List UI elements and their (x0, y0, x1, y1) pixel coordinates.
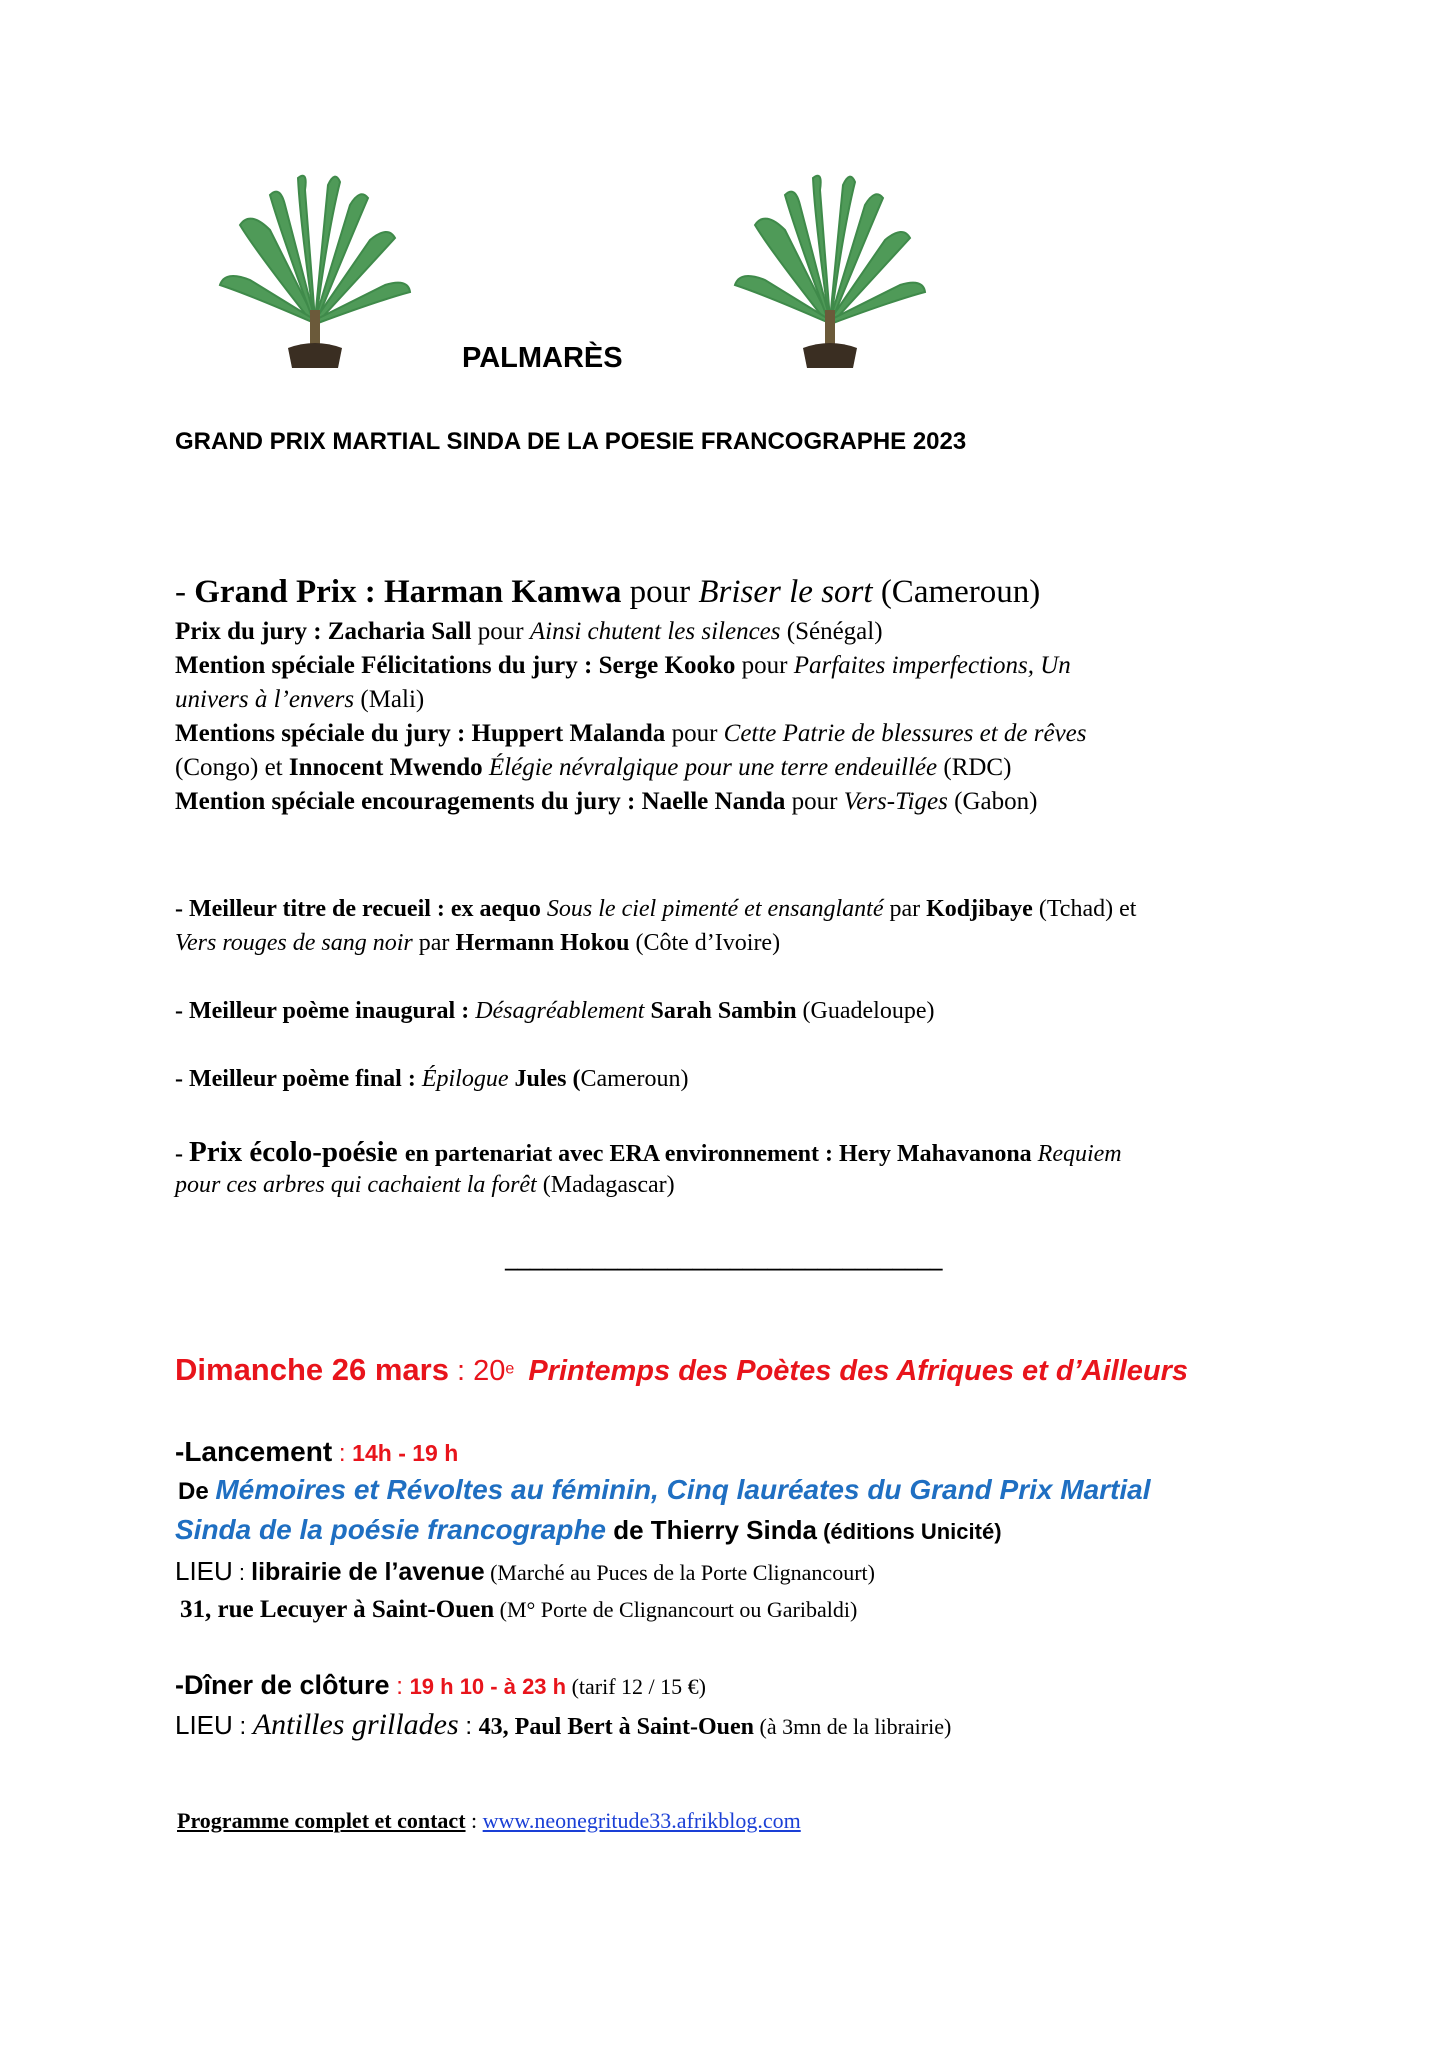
page-subtitle: GRAND PRIX MARTIAL SINDA DE LA POESIE FRANCOGRAPHE 2023 (175, 428, 967, 455)
best-title-line-2: Vers rouges de sang noir par Hermann Hokou (Côte d’Ivoire) (175, 930, 781, 956)
book-line: De Mémoires et Révoltes au féminin, Cinq lauréates du Grand Prix Martial (178, 1474, 1151, 1505)
page-title: PALMARÈS (462, 342, 623, 374)
book-line-2: Sinda de la poésie francographe de Thierry Sinda (éditions Unicité) (175, 1514, 1002, 1545)
best-final-line: - Meilleur poème final : Épilogue Jules (Cameroun) (175, 1066, 689, 1092)
encouragements-line: Mention spéciale encouragements du jury : Naelle Nanda pour Vers-Tiges (Gabon) (175, 788, 1038, 815)
dinner-venue-line: LIEU : Antilles grillades : 43, Paul Bert à Saint-Ouen (à 3mn de la librairie) (175, 1708, 952, 1741)
venue-line: LIEU : librairie de l’avenue (Marché au Puces de la Porte Clignancourt) (175, 1556, 875, 1586)
program-line: Programme complet et contact : www.neonegritude33.afrikblog.com (177, 1808, 801, 1833)
launch-line: -Lancement : 14h - 19 h (175, 1436, 459, 1467)
mentions-line: Mentions spéciale du jury : Huppert Malanda pour Cette Patrie de blessures et de rêves (175, 720, 1087, 747)
felicitations-line-2: univers à l’envers (Mali) (175, 686, 425, 713)
eco-prize-line-2: pour ces arbres qui cachaient la forêt (Madagascar) (175, 1172, 675, 1198)
palm-tree-icon (210, 170, 420, 370)
best-inaugural-line: - Meilleur poème inaugural : Désagréablement Sarah Sambin (Guadeloupe) (175, 998, 935, 1024)
grand-prix-line: - Grand Prix : Harman Kamwa pour Briser le sort (Cameroun) (175, 574, 1041, 610)
separator: ___________________________________ (505, 1246, 943, 1273)
mentions-line-2: (Congo) et Innocent Mwendo Élégie névralgique pour une terre endeuillée (RDC) (175, 754, 1012, 781)
best-title-line: - Meilleur titre de recueil : ex aequo Sous le ciel pimenté et ensanglanté par Kodjibaye (Tchad) et (175, 896, 1137, 922)
palm-tree-icon (725, 170, 935, 370)
address-line: 31, rue Lecuyer à Saint-Ouen (M° Porte de Clignancourt ou Garibaldi) (180, 1596, 858, 1623)
dinner-line: -Dîner de clôture : 19 h 10 - à 23 h (tarif 12 / 15 €) (175, 1670, 706, 1700)
jury-prize-line: Prix du jury : Zacharia Sall pour Ainsi chutent les silences (Sénégal) (175, 618, 883, 645)
program-link[interactable]: www.neonegritude33.afrikblog.com (482, 1808, 801, 1833)
event-heading: Dimanche 26 mars : 20e Printemps des Poètes des Afriques et d’Ailleurs (175, 1352, 1189, 1387)
eco-prize-line: - Prix écolo-poésie en partenariat avec ERA environnement : Hery Mahavanona Requiem (175, 1136, 1122, 1168)
felicitations-line: Mention spéciale Félicitations du jury : Serge Kooko pour Parfaites imperfections, Un (175, 652, 1071, 679)
